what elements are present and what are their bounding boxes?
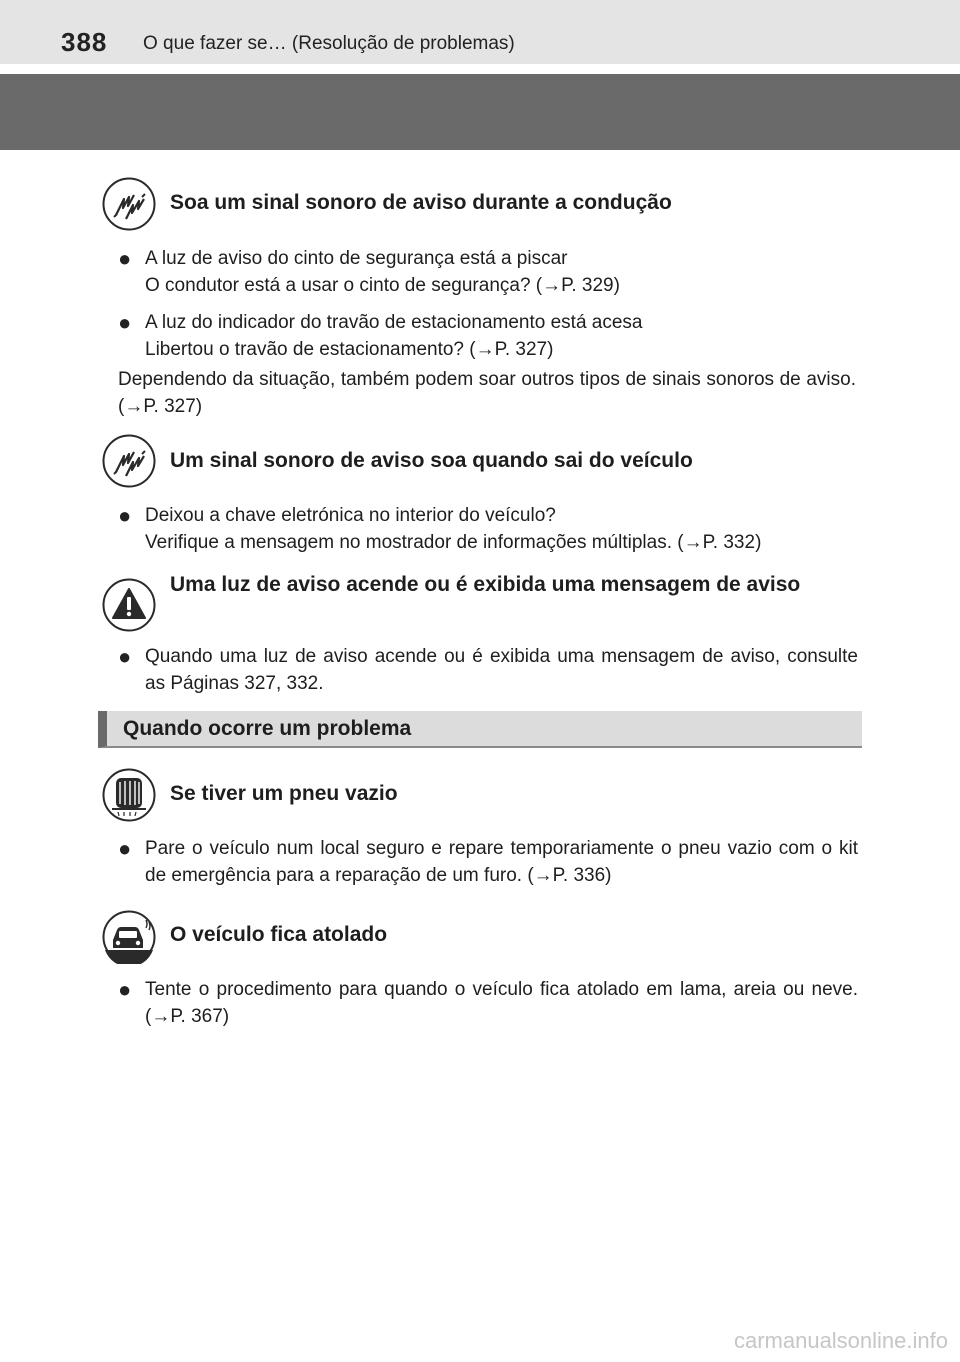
header-bar bbox=[0, 74, 960, 150]
page-number: 388 bbox=[61, 27, 108, 57]
stuck-car-icon bbox=[102, 910, 156, 964]
warning-triangle-icon bbox=[102, 578, 156, 632]
section-heading-beep-exit: Um sinal sonoro de aviso soa quando sai do veículo bbox=[170, 449, 693, 472]
lightning-icon bbox=[102, 434, 156, 488]
section-heading-warning-light: Uma luz de aviso acende ou é exibida uma mensagem de aviso bbox=[170, 573, 801, 596]
bullet-icon: ● bbox=[118, 836, 132, 861]
bullet-icon: ● bbox=[118, 246, 132, 271]
list-item: ● A luz de aviso do cinto de segurança está a piscar O condutor está a usar o cinto de segurança? (→P. 329) bbox=[118, 246, 620, 296]
heading-flat-tire: Se tiver um pneu vazio bbox=[170, 782, 398, 805]
section-heading-beep-driving: Soa um sinal sonoro de aviso durante a condução bbox=[170, 191, 672, 214]
chapter-title: O que fazer se… (Resolução de problemas) bbox=[143, 33, 515, 54]
watermark: carmanualsonline.info bbox=[733, 1328, 948, 1353]
list-item: ● Deixou a chave eletrónica no interior do veículo? Verifique a mensagem no mostrador de informações múltiplas. (→P. 332) bbox=[118, 503, 762, 553]
list-item: ● Pare o veículo num local seguro e repare temporariamente o pneu vazio com o kit de emergência para a reparação de um furo. (→P. 336) bbox=[118, 836, 858, 886]
list-item: ● Tente o procedimento para quando o veículo fica atolado em lama, areia ou neve. (→P. 367) bbox=[118, 977, 858, 1027]
section-band bbox=[98, 711, 862, 748]
bullet-icon: ● bbox=[118, 310, 132, 335]
bullet-icon: ● bbox=[118, 644, 132, 669]
lightning-icon bbox=[102, 177, 156, 231]
note-paragraph: Dependendo da situação, também podem soar outros tipos de sinais sonoros de aviso. (→P. 327) bbox=[118, 369, 856, 417]
bullet-icon: ● bbox=[118, 977, 132, 1002]
flat-tire-icon bbox=[102, 768, 156, 822]
section-title: Quando ocorre um problema bbox=[123, 717, 412, 740]
bullet-icon: ● bbox=[118, 503, 132, 528]
heading-stuck-vehicle: O veículo fica atolado bbox=[170, 923, 388, 946]
list-item: ● Quando uma luz de aviso acende ou é exibida uma mensagem de aviso, consulte as Páginas 327, 332. bbox=[118, 644, 858, 694]
page-header bbox=[0, 0, 960, 64]
list-item: ● A luz do indicador do travão de estacionamento está acesa Libertou o travão de estacionamento? (→P. 327) bbox=[118, 310, 643, 360]
